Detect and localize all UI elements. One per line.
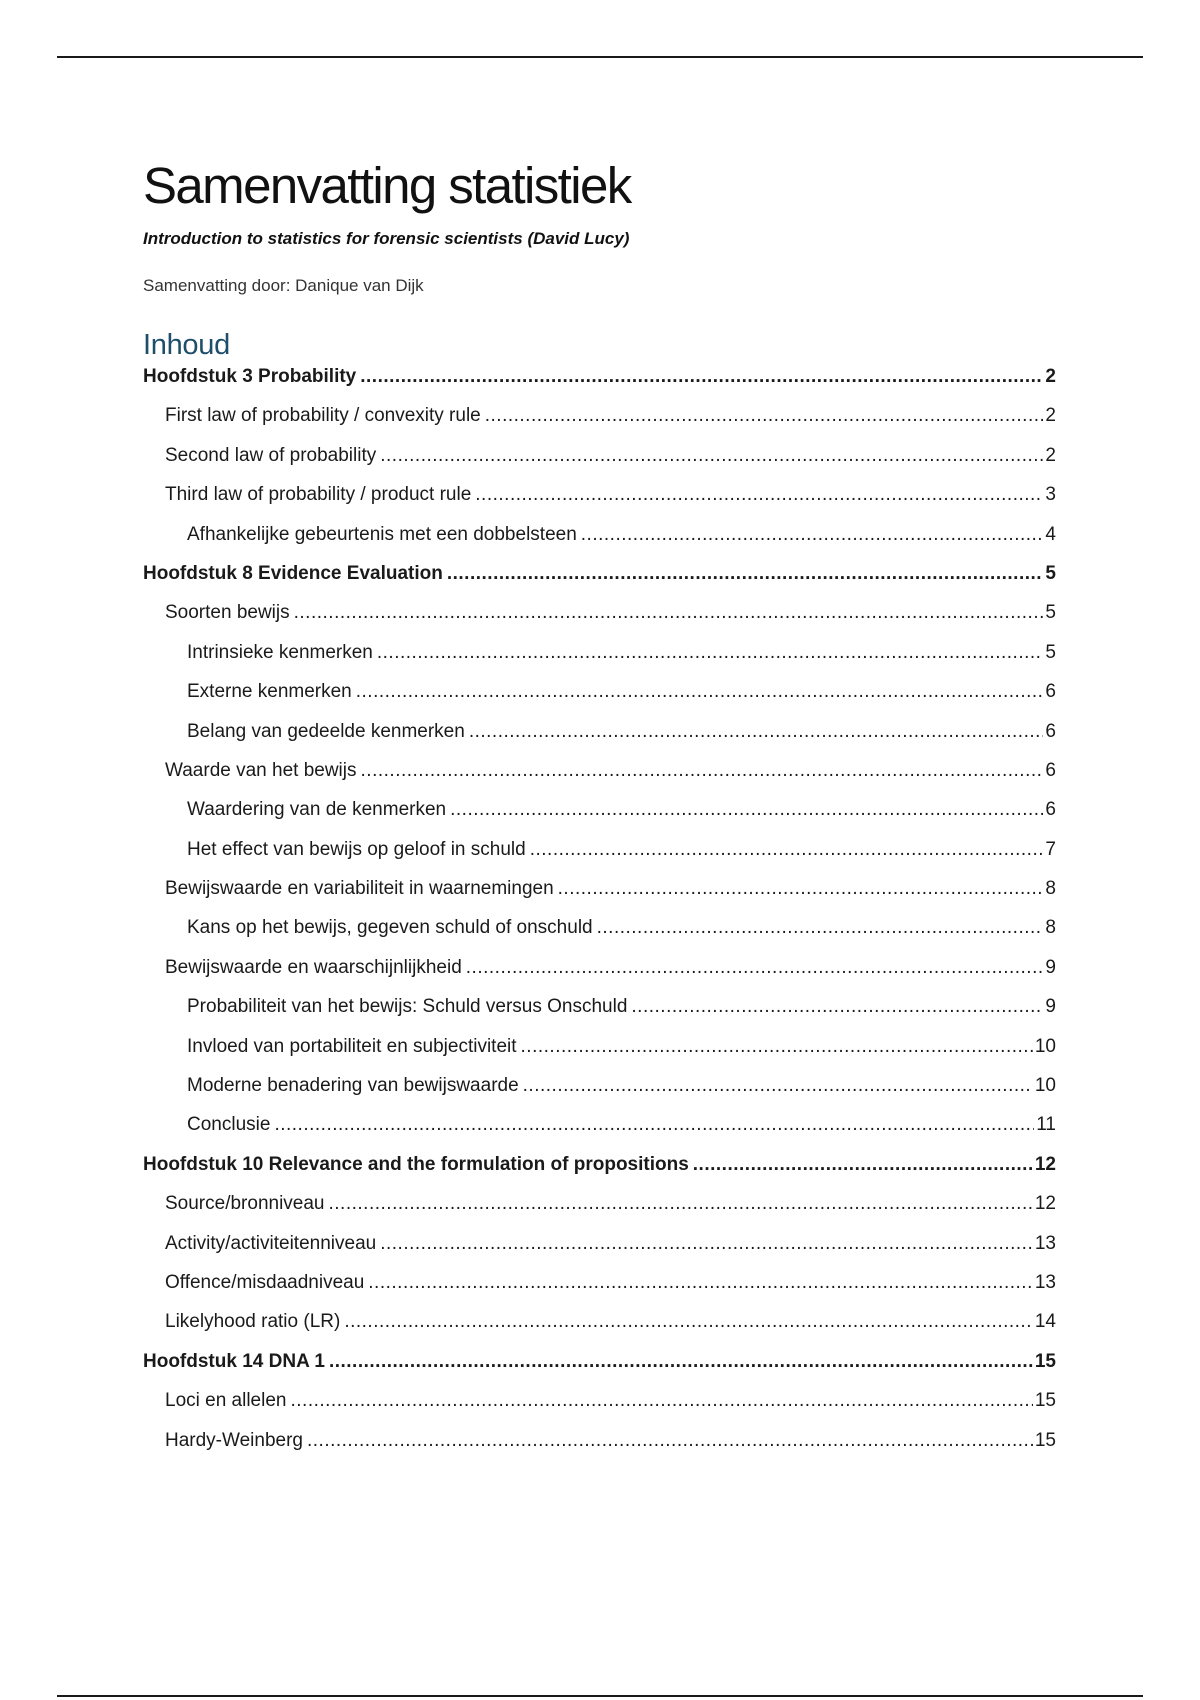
- toc-entry-page-number: 13: [1034, 1271, 1056, 1293]
- toc-entry-label: Soorten bewijs: [165, 602, 290, 624]
- toc-entry-label: Hoofdstuk 3 Probability: [143, 366, 357, 387]
- toc-entry-page-number: 2: [1045, 366, 1056, 387]
- toc-entry-page-number: 15: [1034, 1429, 1056, 1451]
- toc-entry-label: Hoofdstuk 14 DNA 1: [143, 1350, 325, 1372]
- toc-entry[interactable]: [143, 602, 1056, 641]
- toc-entry[interactable]: [143, 1390, 1056, 1429]
- toc-leader-dots: [469, 721, 1044, 743]
- toc-entry-page-number: 12: [1034, 1193, 1056, 1215]
- toc-entry[interactable]: [143, 839, 1056, 878]
- toc-entry[interactable]: [143, 996, 1056, 1035]
- toc-entry-label: Probabiliteit van het bewijs: Schuld versus Onschuld: [187, 996, 628, 1018]
- toc-entry-page-number: 13: [1034, 1232, 1056, 1254]
- toc-entry-page-number: 5: [1045, 641, 1056, 663]
- toc-entry-page-number: 6: [1045, 720, 1056, 742]
- toc-entry[interactable]: [143, 445, 1056, 484]
- toc-entry[interactable]: [143, 1075, 1056, 1114]
- toc-entry[interactable]: [143, 1193, 1056, 1232]
- toc-entry-page-number: 10: [1034, 1075, 1056, 1097]
- toc-entry[interactable]: [143, 917, 1056, 956]
- toc-entry-page-number: 4: [1045, 523, 1056, 545]
- toc-entry-label: Belang van gedeelde kenmerken: [187, 720, 465, 742]
- toc-entry-page-number: 9: [1045, 996, 1056, 1018]
- toc-entry-label: Conclusie: [187, 1114, 271, 1136]
- toc-entry-page-number: 14: [1034, 1311, 1056, 1333]
- toc-leader-dots: [368, 1272, 1033, 1294]
- toc-leader-dots: [294, 602, 1044, 624]
- toc-entry[interactable]: [143, 681, 1056, 720]
- toc-leader-dots: [558, 878, 1044, 900]
- toc-entry-page-number: 2: [1045, 444, 1056, 466]
- toc-entry-label: Activity/activiteitenniveau: [165, 1232, 377, 1254]
- toc-entry-page-number: 6: [1045, 759, 1056, 781]
- toc-entry-page-number: 2: [1045, 405, 1056, 427]
- document-author: Samenvatting door: Danique van Dijk: [143, 276, 424, 295]
- toc-entry[interactable]: [143, 642, 1056, 681]
- toc-entry[interactable]: [143, 1311, 1056, 1350]
- toc-entry-label: Bewijswaarde en variabiliteit in waarnemingen: [165, 878, 554, 900]
- toc-entry-label: Afhankelijke gebeurtenis met een dobbelsteen: [187, 523, 577, 545]
- toc-leader-dots: [307, 1430, 1033, 1452]
- toc-entry[interactable]: [143, 484, 1056, 523]
- toc-entry-label: Likelyhood ratio (LR): [165, 1311, 341, 1333]
- toc-entry[interactable]: [143, 1272, 1056, 1311]
- toc-entry[interactable]: [143, 1154, 1056, 1193]
- toc-entry[interactable]: [143, 524, 1056, 563]
- toc-entry-label: Het effect van bewijs op geloof in schuld: [187, 838, 526, 860]
- toc-entry-page-number: 5: [1045, 562, 1056, 584]
- toc-entry[interactable]: [143, 563, 1056, 602]
- toc-leader-dots: [475, 484, 1043, 506]
- toc-leader-dots: [329, 1193, 1033, 1215]
- toc-entry[interactable]: [143, 878, 1056, 917]
- toc-entry-label: Waardering van de kenmerken: [187, 799, 447, 821]
- toc-leader-dots: [447, 563, 1044, 585]
- toc-entry-page-number: 8: [1045, 878, 1056, 900]
- footer-rule: [57, 1695, 1143, 1697]
- toc-entry-label: Moderne benadering van bewijswaarde: [187, 1075, 519, 1097]
- toc-entry-page-number: 10: [1034, 1035, 1056, 1057]
- toc-entry-label: Intrinsieke kenmerken: [187, 641, 373, 663]
- toc-entry[interactable]: [143, 1351, 1056, 1390]
- toc-entry-page-number: 8: [1045, 917, 1056, 939]
- toc-entry-page-number: 12: [1034, 1153, 1056, 1175]
- toc-entry-page-number: 9: [1045, 956, 1056, 978]
- toc-leader-dots: [597, 917, 1044, 939]
- toc-heading: Inhoud: [143, 329, 230, 361]
- toc-entry-page-number: 5: [1045, 602, 1056, 624]
- toc-entry-label: Hardy-Weinberg: [165, 1429, 303, 1451]
- toc-entry-label: First law of probability / convexity rule: [165, 405, 481, 427]
- toc-leader-dots: [581, 524, 1044, 546]
- toc-entry-page-number: 11: [1036, 1114, 1056, 1136]
- toc-entry[interactable]: [143, 405, 1056, 444]
- toc-entry[interactable]: [143, 957, 1056, 996]
- toc-entry-page-number: 6: [1045, 799, 1056, 821]
- header-rule: [57, 56, 1143, 58]
- toc-leader-dots: [450, 799, 1043, 821]
- toc-leader-dots: [466, 957, 1044, 979]
- toc-leader-dots: [361, 760, 1044, 782]
- toc-entry[interactable]: [143, 1036, 1056, 1075]
- toc-entry[interactable]: [143, 1233, 1056, 1272]
- toc-entry-label: Offence/misdaadniveau: [165, 1271, 365, 1293]
- toc-entry-label: Source/bronniveau: [165, 1193, 325, 1215]
- toc-entry[interactable]: [143, 721, 1056, 760]
- toc-leader-dots: [631, 996, 1043, 1018]
- toc-entry-label: Externe kenmerken: [187, 681, 352, 703]
- toc-leader-dots: [380, 1233, 1033, 1255]
- toc-leader-dots: [274, 1114, 1034, 1136]
- toc-entry-label: Waarde van het bewijs: [165, 759, 357, 781]
- toc-entry-label: Hoofdstuk 8 Evidence Evaluation: [143, 562, 443, 584]
- toc-entry-label: Third law of probability / product rule: [165, 484, 472, 506]
- toc-leader-dots: [344, 1311, 1033, 1333]
- toc-entry-label: Second law of probability: [165, 444, 377, 466]
- toc-leader-dots: [530, 839, 1044, 861]
- toc-entry[interactable]: [143, 760, 1056, 799]
- toc-entry-label: Kans op het bewijs, gegeven schuld of onschuld: [187, 917, 593, 939]
- toc-leader-dots: [329, 1351, 1033, 1373]
- toc-leader-dots: [356, 681, 1044, 703]
- toc-leader-dots: [485, 405, 1044, 427]
- toc-leader-dots: [523, 1075, 1033, 1097]
- toc-leader-dots: [290, 1390, 1032, 1412]
- toc-entry-label: Invloed van portabiliteit en subjectiviteit: [187, 1035, 517, 1057]
- toc-entry-label: Hoofdstuk 10 Relevance and the formulation of propositions: [143, 1153, 689, 1175]
- toc-leader-dots: [360, 366, 1043, 388]
- toc-entry-page-number: 15: [1034, 1390, 1056, 1412]
- toc-leader-dots: [693, 1154, 1033, 1176]
- toc-leader-dots: [521, 1036, 1033, 1058]
- document-title: Samenvatting statistiek: [143, 157, 631, 214]
- toc-entry-page-number: 7: [1045, 838, 1056, 860]
- toc-leader-dots: [380, 445, 1043, 467]
- toc-entry-page-number: 3: [1045, 484, 1056, 506]
- toc-entry-page-number: 6: [1045, 681, 1056, 703]
- toc-entry[interactable]: [143, 1114, 1056, 1153]
- document-subtitle: Introduction to statistics for forensic scientists (David Lucy): [143, 229, 630, 248]
- toc-leader-dots: [377, 642, 1044, 664]
- toc-entry[interactable]: [143, 366, 1056, 405]
- toc-entry-page-number: 15: [1034, 1350, 1056, 1372]
- toc-entry-label: Bewijswaarde en waarschijnlijkheid: [165, 956, 462, 978]
- document-body: [143, 152, 1056, 1485]
- toc-entry[interactable]: [143, 799, 1056, 838]
- table-of-contents: [143, 366, 1056, 1469]
- toc-entry-label: Loci en allelen: [165, 1390, 287, 1412]
- toc-entry[interactable]: [143, 1430, 1056, 1469]
